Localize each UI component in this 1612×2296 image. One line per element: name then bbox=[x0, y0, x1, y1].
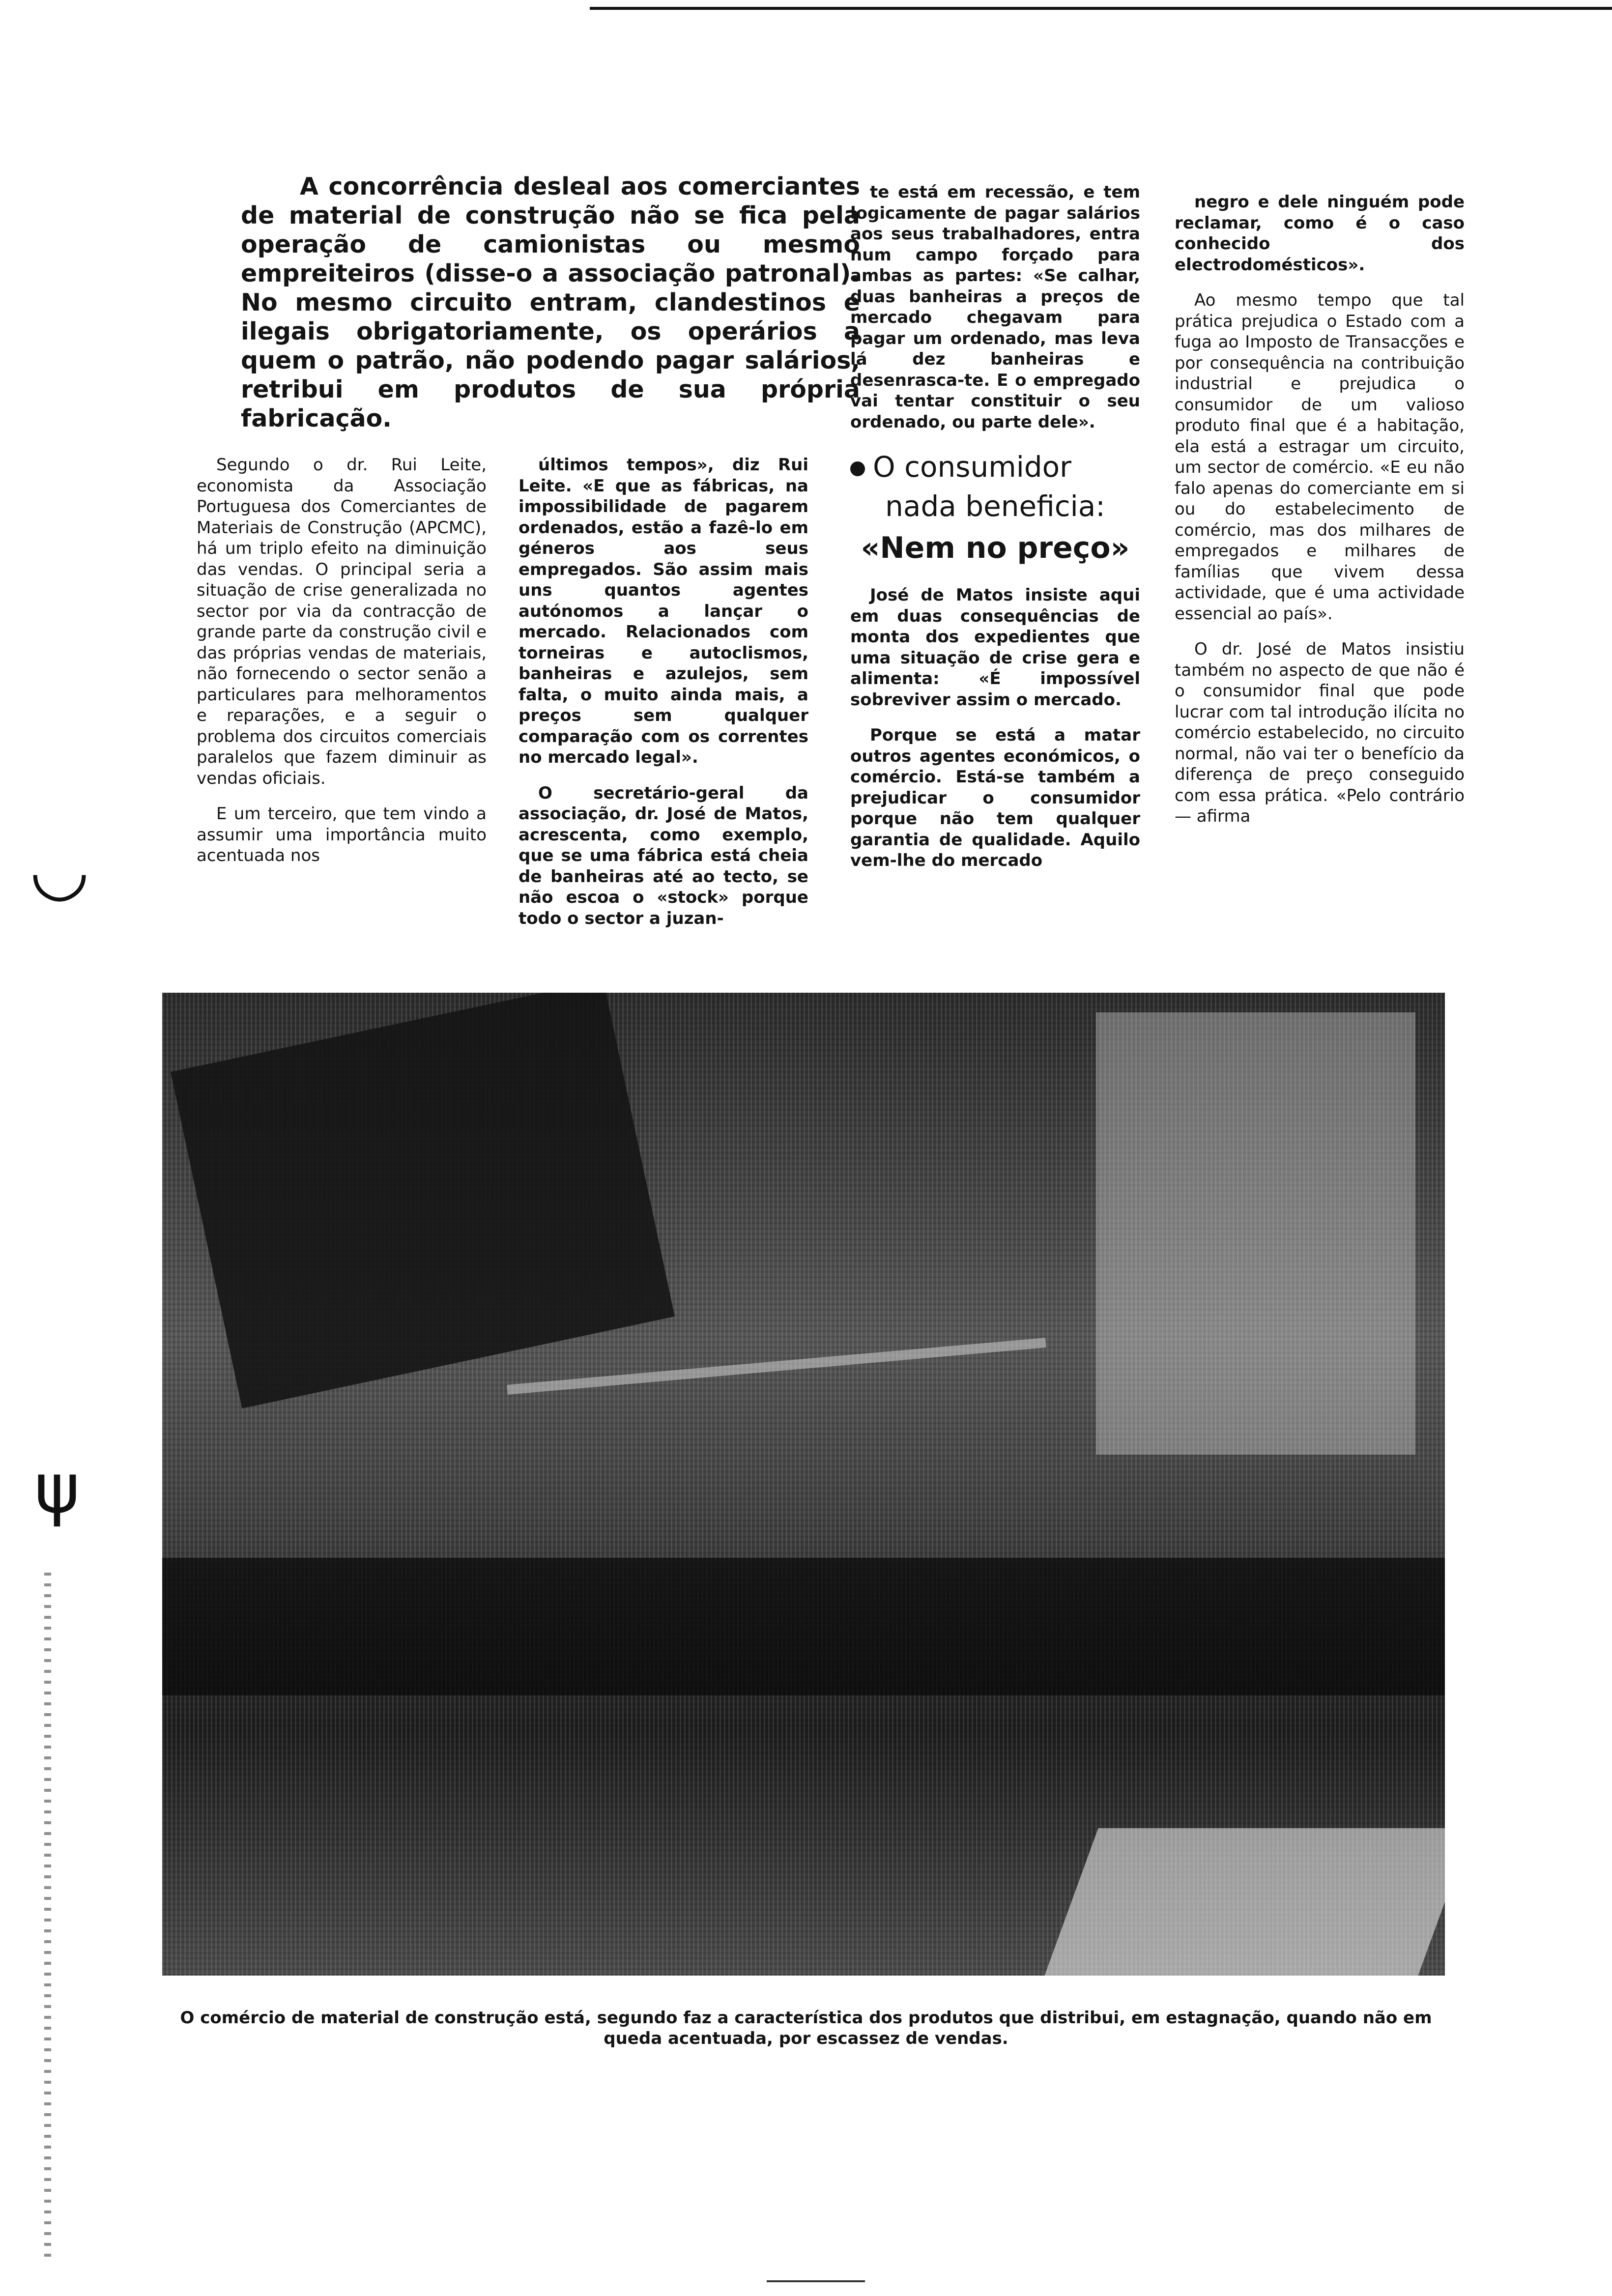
article-lead: A concorrência desleal aos comerciantes de material de construção não se fica pela operação de camionistas ou mesmo empreiteiros (disse-o a associação patronal). No mesmo circuito entram, clandestinos e ilegais obrigatoriamente, os operários a quem o patrão, não podendo pagar salários, retribui em produtos de sua própria fabricação. bbox=[241, 172, 860, 432]
top-rule bbox=[590, 7, 1612, 10]
photo-dark-object bbox=[171, 993, 675, 1408]
photo-caption: O comércio de material de construção está, segundo faz a característica dos produtos que distribui, em estagnação, quando não em queda acentuada, por escassez de vendas. bbox=[180, 2008, 1432, 2048]
photo-floor-highlight bbox=[1044, 1828, 1445, 1976]
article-column-2 bbox=[518, 455, 808, 944]
scan-speckle bbox=[44, 1573, 51, 2261]
photo-shadow-band bbox=[162, 1558, 1445, 1695]
column-3-paragraph-3: Porque se está a matar outros agentes económicos, o comércio. Está-se também a prejudicar o consumidor porque não tem qualquer garantia de qualidade. Aquilo vem-lhe do mercado bbox=[850, 725, 1140, 870]
subheading-line-1: O consumidor bbox=[850, 447, 1140, 487]
article-column-4 bbox=[1175, 192, 1465, 842]
column-2-paragraph-1: últimos tempos», diz Rui Leite. «E que as fábricas, na impossibilidade de pagarem ordenados, estão a fazê-lo em géneros aos seus empregados. São assim mais uns quantos agentes autónomos a lançar o mercado. Relacionados com torneiras e autoclismos, banheiras e azulejos, sem falta, o muito ainda mais, a preços sem qualquer comparação com os correntes no mercado legal». bbox=[518, 455, 808, 767]
column-3-paragraph-1: te está em recessão, e tem logicamente de pagar salários aos seus trabalhadores, entra num campo forçado para ambas as partes: «Se calhar, duas banheiras a preços de mercado chegavam para pagar um ordenado, mas leva lá dez banheiras e desenrasca-te. E o empregado vai tentar constituir o seu ordenado, ou parte dele». bbox=[850, 182, 1140, 432]
column-3-paragraph-2: José de Matos insiste aqui em duas consequências de monta dos expedientes que uma situação de crise gera e alimenta: «É impossível sobreviver assim o mercado. bbox=[850, 585, 1140, 710]
bullet-icon bbox=[850, 461, 865, 476]
column-4-paragraph-3: O dr. José de Matos insistiu também no aspecto de que não é o consumidor final que pode lucrar com tal introdução ilícita no comércio estabelecido, no circuito normal, não vai ter o benefício da diferença de preço conseguido com essa prática. «Pelo contrário — afirma bbox=[1175, 639, 1465, 826]
column-4-paragraph-2: Ao mesmo tempo que tal prática prejudica o Estado com a fuga ao Imposto de Transacções e por consequência na contribuição industrial e prejudica o consumidor de um valioso produto final que é a habitação, ela está a estragar um circuito, um sector de comércio. «E eu não falo apenas do comerciante em si ou do estabelecimento de comércio, mas dos milhares de empregados e milhares de famílias que vivem dessa actividade, que é uma actividade essencial ao país». bbox=[1175, 290, 1465, 624]
section-subheading bbox=[850, 447, 1140, 570]
column-4-paragraph-1: negro e dele ninguém pode reclamar, como é o caso conhecido dos electrodomésticos». bbox=[1175, 192, 1465, 275]
column-1-paragraph-1: Segundo o dr. Rui Leite, economista da Associação Portuguesa dos Comerciantes de Materiais de Construção (APCMC), há um triplo efeito na diminuição das vendas. O principal seria a situação de crise generalizada no sector por via da contracção de grande parte da construção civil e das próprias vendas de materiais, não fornecendo o sector senão a particulares para melhoramentos e reparações, e a seguir o problema dos circuitos comerciais paralelos que fazem diminuir as vendas oficiais. bbox=[197, 455, 487, 788]
punch-hole-mark: ◡ bbox=[29, 830, 90, 910]
article-column-1 bbox=[197, 455, 487, 881]
column-2-paragraph-2: O secretário-geral da associação, dr. José de Matos, acrescenta, como exemplo, que se uma fábrica está cheia de banheiras até ao tecto, se não escoa o «stock» porque todo o sector a juzan- bbox=[518, 783, 808, 928]
binding-mark: ψ bbox=[34, 1449, 80, 1529]
photo-shelf-edge bbox=[507, 1338, 1046, 1395]
bottom-dash bbox=[767, 2280, 865, 2282]
subheading-line-3: «Nem no preço» bbox=[861, 531, 1130, 565]
column-1-paragraph-2: E um terceiro, que tem vindo a assumir uma importância muito acentuada nos bbox=[197, 804, 487, 865]
article-photo bbox=[162, 993, 1445, 1976]
article-column-3 bbox=[850, 182, 1140, 886]
photo-light-area bbox=[1096, 1012, 1415, 1455]
subheading-line-2: nada beneficia: bbox=[885, 489, 1105, 523]
